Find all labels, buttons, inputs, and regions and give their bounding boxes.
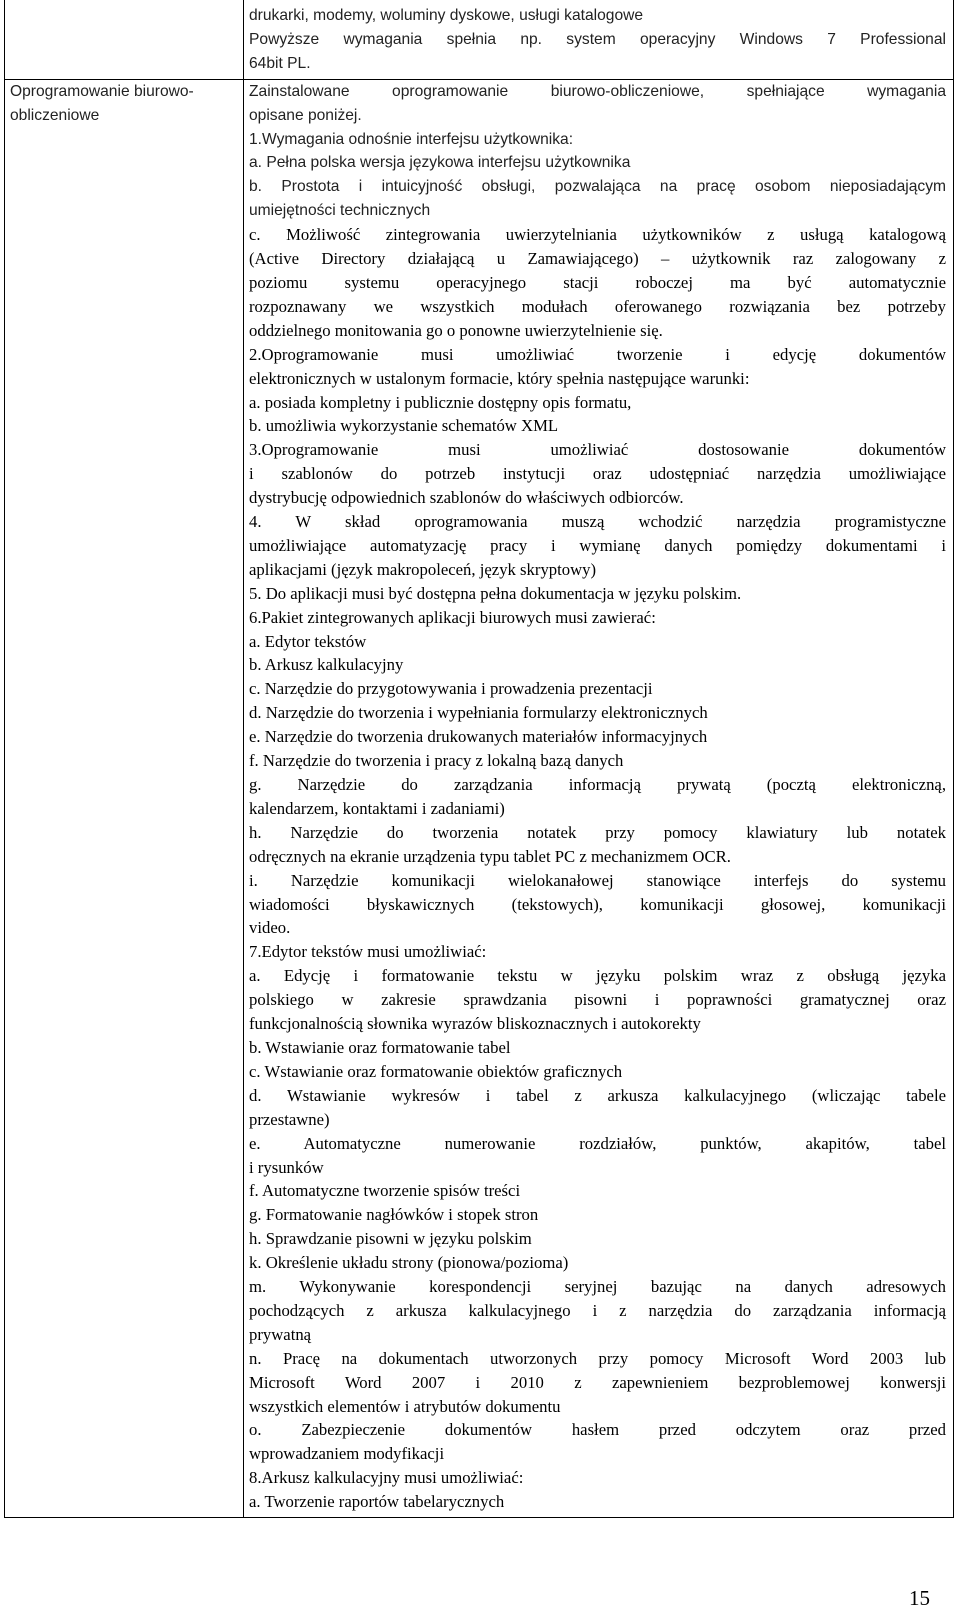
table-row-office-software — [5, 79, 954, 1517]
content-line: elektronicznych w ustalonym formacie, który spełnia następujące warunki: — [249, 368, 750, 388]
content-line: 4. W skład oprogramowania muszą wchodzić narzędzia programistyczne — [249, 512, 946, 532]
content-line: e. Automatyczne numerowanie rozdziałów, punktów, akapitów, tabel — [249, 1133, 946, 1153]
content-line: g. Narzędzie do zarządzania informacją prywatą (pocztą elektroniczną, — [249, 775, 946, 794]
content-line: a. Pełna polska wersja językowa interfejsu użytkownika — [249, 154, 631, 172]
content-line: d. Narzędzie do tworzenia i wypełniania formularzy elektronicznych — [249, 703, 708, 723]
content-line: b. Wstawianie oraz formatowanie tabel — [249, 1037, 511, 1057]
empty-label-cell — [5, 0, 244, 79]
label-cell — [5, 79, 244, 1517]
content-line: c. Możliwość zintegrowania uwierzytelniania użytkowników z usługą katalogową — [249, 225, 946, 245]
content-line: c. Narzędzie do przygotowywania i prowadzenia prezentacji — [249, 679, 653, 699]
row-label-line: Oprogramowanie biurowo- — [10, 82, 194, 100]
content-line: wprowadzaniem modyfikacji — [249, 1444, 445, 1464]
content-line: opisane poniżej. — [249, 106, 362, 124]
content-line: 2.Oprogramowanie musi umożliwiać tworzenie i edycję dokumentów — [249, 344, 946, 364]
content-line: o. Zabezpieczenie dokumentów hasłem przed odczytem oraz przed — [249, 1420, 946, 1440]
content-line: e. Narzędzie do tworzenia drukowanych materiałów informacyjnych — [249, 727, 708, 747]
content-line: odręcznych na ekranie urządzenia typu tablet PC z mechanizmem OCR. — [249, 846, 731, 866]
content-line: 6.Pakiet zintegrowanych aplikacji biurowych musi zawierać: — [249, 607, 656, 627]
content-line: 5. Do aplikacji musi być dostępna pełna dokumentacja w języku polskim. — [249, 583, 742, 603]
content-line: c. Wstawianie oraz formatowanie obiektów graficznych — [249, 1061, 623, 1081]
content-line: oddzielnego monitowania go o ponowne uwierzytelnienie się. — [249, 320, 663, 340]
content-line: 7.Edytor tekstów musi umożliwiać: — [249, 942, 487, 962]
content-line: 1.Wymagania odnośnie interfejsu użytkownika: — [249, 130, 574, 148]
prev-row-line: Powyższe wymagania spełnia np. system operacyjny Windows 7 Professional — [249, 30, 946, 48]
content-line: przestawne) — [249, 1109, 330, 1129]
content-line: pochodzących z arkusza kalkulacyjnego i z narzędzia do zarządzania informacją — [249, 1300, 946, 1320]
label-lines — [10, 80, 236, 128]
content-line: b. umożliwia wykorzystanie schematów XML — [249, 416, 559, 436]
prev-row-content-cell — [244, 0, 954, 79]
content-line: video. — [249, 918, 291, 938]
content-line: umożliwiające automatyzację pracy i wymianę danych pomiędzy dokumentami i — [249, 535, 946, 555]
prev-row-line: drukarki, modemy, woluminy dyskowe, usługi katalogowe — [249, 7, 644, 24]
requirements-table — [4, 0, 954, 1518]
content-line: poziomu systemu operacyjnego stacji roboczej ma być automatycznie — [249, 272, 946, 292]
content-line: b. Prostota i intuicyjność obsługi, pozwalająca na pracę osobom nieposiadającym — [249, 178, 946, 196]
content-line: a. Edycję i formatowanie tekstu w języku polskim wraz z obsługą języka — [249, 966, 946, 986]
content-line: i. Narzędzie komunikacji wielokanałowej stanowiące interfejs do systemu — [249, 870, 946, 890]
content-line: a. Edytor tekstów — [249, 631, 367, 651]
content-line: wiadomości błyskawicznych (tekstowych), komunikacji głosowej, komunikacji — [249, 894, 946, 914]
content-line: rozpoznawany we wszystkich modułach oferowanego rozwiązania bez potrzeby — [249, 296, 946, 316]
content-line: k. Określenie układu strony (pionowa/pozioma) — [249, 1253, 569, 1273]
row-label-line: obliczeniowe — [10, 106, 100, 124]
content-line: i szablonów do potrzeb instytucji oraz udostępniać narzędzia umożliwiające — [249, 464, 946, 484]
content-line: dystrybucję odpowiednich szablonów do właściwych odbiorców. — [249, 488, 684, 508]
content-line: b. Arkusz kalkulacyjny — [249, 655, 404, 675]
content-lines — [249, 80, 946, 1514]
content-line: h. Sprawdzanie pisowni w języku polskim — [249, 1229, 532, 1249]
content-line: a. posiada kompletny i publicznie dostępny opis formatu, — [249, 392, 632, 412]
content-line: 3.Oprogramowanie musi umożliwiać dostosowanie dokumentów — [249, 440, 946, 460]
content-line: Zainstalowane oprogramowanie biurowo-obliczeniowe, spełniające wymagania — [249, 82, 946, 100]
content-line: umiejętności technicznych — [249, 202, 431, 220]
content-line: (Active Directory działającą u Zamawiającego) – użytkownik raz zalogowany z — [249, 249, 946, 269]
content-line: polskiego w zakresie sprawdzania pisowni i poprawności gramatycznej oraz — [249, 990, 946, 1010]
content-line: n. Pracę na dokumentach utworzonych przy pomocy Microsoft Word 2003 lub — [249, 1348, 946, 1368]
content-line: f. Narzędzie do tworzenia i pracy z lokalną bazą danych — [249, 751, 624, 771]
content-line: Microsoft Word 2007 i 2010 z zapewnieniem bezproblemowej konwersji — [249, 1372, 946, 1392]
content-line: f. Automatyczne tworzenie spisów treści — [249, 1181, 521, 1201]
content-line: wszystkich elementów i atrybutów dokumentu — [249, 1396, 561, 1416]
prev-row-line: 64bit PL. — [249, 54, 311, 72]
content-cell — [244, 79, 954, 1517]
content-line: d. Wstawianie wykresów i tabel z arkusza kalkulacyjnego (wliczając tabele — [249, 1085, 946, 1105]
page-number: 15 — [909, 1586, 930, 1610]
content-line: h. Narzędzie do tworzenia notatek przy pomocy klawiatury lub notatek — [249, 822, 946, 842]
content-line: 8.Arkusz kalkulacyjny musi umożliwiać: — [249, 1468, 524, 1488]
content-line: kalendarzem, kontaktami i zadaniami) — [249, 798, 505, 818]
table-row-continued — [5, 0, 954, 79]
prev-row-lines — [249, 4, 946, 76]
content-line: m. Wykonywanie korespondencji seryjnej bazując na danych adresowych — [249, 1277, 946, 1297]
content-line: i rysunków — [249, 1157, 324, 1177]
content-line: g. Formatowanie nagłówków i stopek stron — [249, 1205, 539, 1225]
content-line: prywatną — [249, 1324, 312, 1344]
content-line: funkcjonalnością słownika wyrazów bliskoznacznych i autokorekty — [249, 1014, 701, 1034]
content-line: a. Tworzenie raportów tabelarycznych — [249, 1492, 505, 1512]
content-line: aplikacjami (język makropoleceń, język skryptowy) — [249, 559, 597, 579]
